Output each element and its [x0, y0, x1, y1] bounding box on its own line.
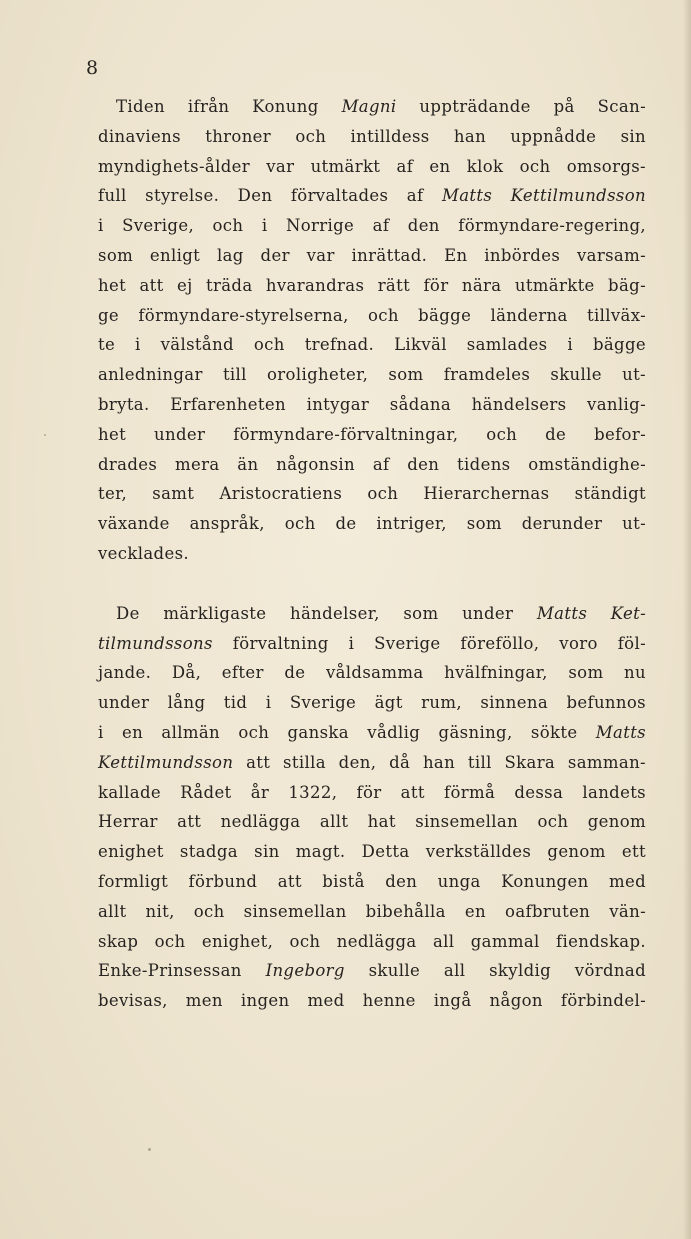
text-run: som enligt lag der var inrättad. En inbördes varsam- — [98, 245, 646, 265]
text-line — [98, 748, 646, 778]
text-line — [98, 837, 646, 867]
text-line — [98, 241, 646, 271]
italic-name: Matts — [595, 722, 646, 742]
text-run: under lång tid i Sverige ägt rum, sinnena befunnos — [98, 693, 646, 713]
text-line — [98, 718, 646, 748]
text-run: full styrelse. Den förvaltades af — [98, 186, 442, 206]
text-line — [98, 927, 646, 957]
text-run: te i välstånd och trefnad. Likväl samlades i bägge — [98, 335, 646, 355]
text-line — [98, 92, 646, 122]
italic-name: Matts Ket- — [536, 603, 647, 623]
text-run: uppträdande på Scan- — [396, 97, 646, 116]
text-line — [98, 390, 646, 420]
text-run: i en allmän och ganska vådlig gäsning, sökte — [98, 722, 596, 742]
text-line — [98, 658, 646, 688]
text-run: skulle all skyldig vördnad — [344, 961, 646, 981]
text-run: bevisas, men ingen med henne ingå någon förbindel- — [98, 991, 646, 1011]
text-line — [98, 122, 646, 152]
italic-name: Kettilmundsson — [98, 752, 234, 772]
text-line — [98, 897, 646, 927]
paper-speck — [44, 434, 46, 436]
text-line — [98, 450, 646, 480]
text-run: Enke-Prinsessan — [98, 961, 266, 981]
text-line — [98, 181, 646, 211]
text-run: jande. Då, efter de våldsamma hvälfningar, som nu — [98, 663, 646, 683]
text-line — [98, 360, 646, 390]
text-run: dinaviens throner och intilldess han uppnådde sin — [98, 126, 646, 146]
text-run: myndighets-ålder var utmärkt af en klok och omsorgs- — [98, 156, 646, 176]
text-run: att stilla den, då han till Skara samman- — [233, 752, 646, 772]
text-run: i Sverige, och i Norrige af den förmyndare-regering, — [98, 216, 646, 236]
italic-name: Magni — [341, 97, 397, 116]
text-line — [98, 330, 646, 360]
italic-name: Matts Kettilmundsson — [441, 186, 646, 206]
text-line — [98, 420, 646, 450]
text-line — [98, 867, 646, 897]
text-run: Tiden ifrån Konung — [116, 97, 342, 116]
text-line — [98, 211, 646, 241]
text-run: ge förmyndare-styrelserna, och bägge länderna tillväx- — [98, 305, 646, 325]
text-run: Herrar att nedlägga allt hat sinsemellan och genom — [98, 812, 646, 832]
paper-speck — [148, 1148, 151, 1151]
text-run: De märkligaste händelser, som under — [116, 603, 537, 623]
text-run: het under förmyndare-förvaltningar, och de befor- — [98, 424, 646, 444]
text-run: förvaltning i Sverige föreföllo, voro föl- — [212, 633, 646, 653]
text-line — [98, 301, 646, 331]
italic-name: Ingeborg — [265, 961, 345, 981]
body-text — [98, 92, 646, 1016]
text-line — [98, 807, 646, 837]
text-line — [98, 539, 646, 569]
text-run: enighet stadga sin magt. Detta verkställdes genom ett — [98, 842, 646, 862]
page-edge-shadow — [683, 0, 691, 1239]
text-run: anledningar till oroligheter, som framdeles skulle ut- — [98, 365, 646, 385]
text-run: drades mera än någonsin af den tidens omständighe- — [98, 454, 646, 474]
text-run: allt nit, och sinsemellan bibehålla en oafbruten vän- — [98, 901, 646, 921]
text-run: växande anspråk, och de intriger, som derunder ut- — [98, 514, 646, 534]
text-run: vecklades. — [98, 543, 189, 563]
text-line — [98, 778, 646, 808]
text-line — [98, 599, 646, 629]
text-run: formligt förbund att bistå den unga Konungen med — [98, 871, 646, 891]
text-line — [98, 479, 646, 509]
text-line — [98, 956, 646, 986]
page-number: 8 — [86, 57, 99, 79]
text-line — [98, 986, 646, 1016]
text-line — [98, 152, 646, 182]
text-run: ter, samt Aristocratiens och Hierarchernas ständigt — [98, 484, 646, 504]
paragraph-gap — [98, 569, 646, 599]
text-line — [98, 688, 646, 718]
italic-name: tilmundssons — [98, 633, 213, 653]
text-run: het att ej träda hvarandras rätt för nära utmärkte bäg- — [98, 275, 646, 295]
text-run: bryta. Erfarenheten intygar sådana händelsers vanlig- — [98, 394, 646, 414]
text-run: kallade Rådet år 1322, för att förmå dessa landets — [98, 782, 646, 802]
text-line — [98, 271, 646, 301]
text-line — [98, 629, 646, 659]
text-line — [98, 509, 646, 539]
text-run: skap och enighet, och nedlägga all gammal fiendskap. — [98, 931, 646, 951]
